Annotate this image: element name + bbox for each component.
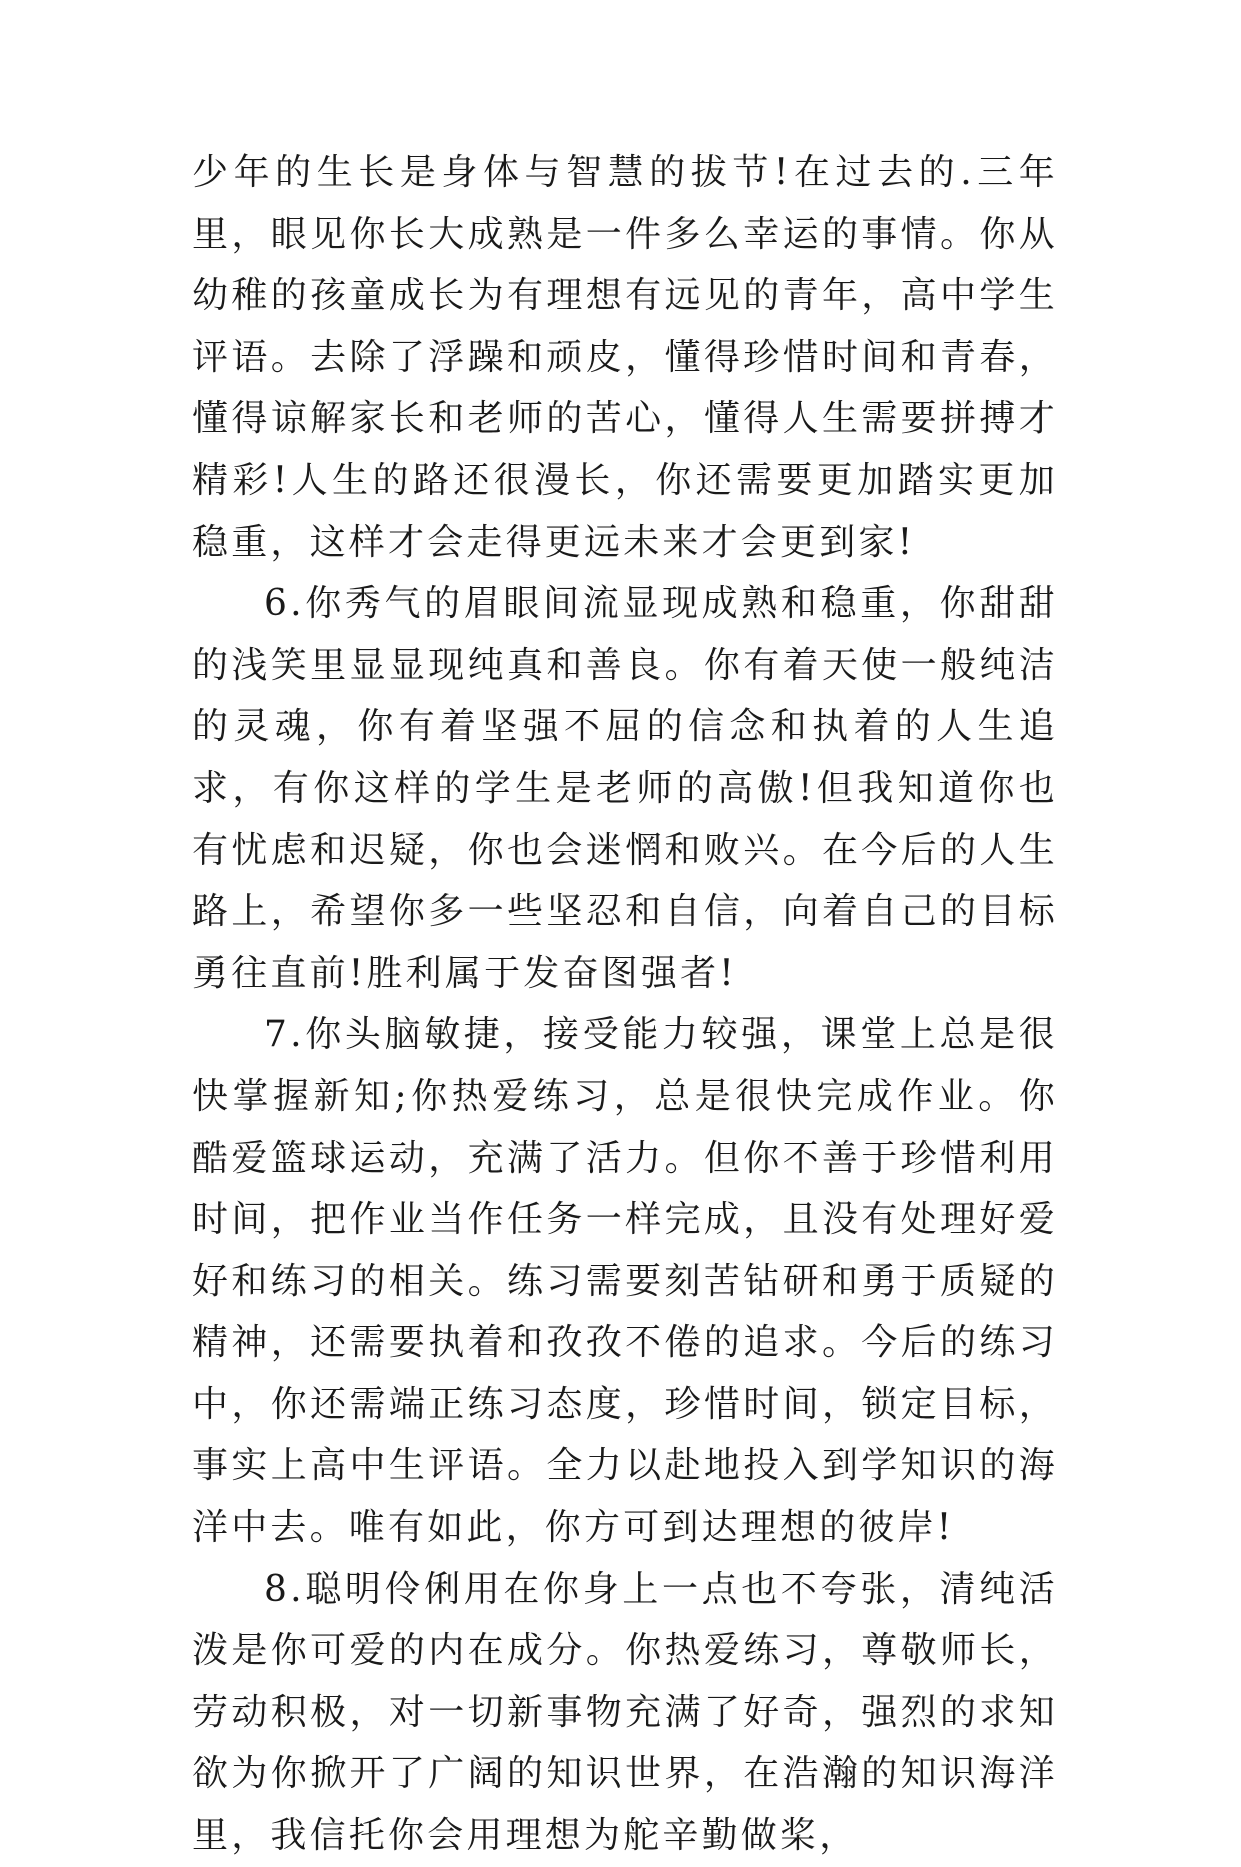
paragraph-continuation: 少年的生长是身体与智慧的拔节!在过去的.三年里，眼见你长大成熟是一件多么幸运的事情。你从幼稚的孩童成长为有理想有远见的青年，高中学生评语。去除了浮躁和顽皮，懂得珍惜时间和青春，懂得谅解家长和老师的苦心，懂得人生需要拼搏才精彩!人生的路还很漫长，你还需要更加踏实更加稳重，这样才会走得更远未来才会更到家! (192, 152, 1058, 563)
paragraph-item-7: 7.你头脑敏捷，接受能力较强，课堂上总是很快掌握新知;你热爱练习，总是很快完成作业。你酷爱篮球运动，充满了活力。但你不善于珍惜利用时间，把作业当作任务一样完成，且没有处理好爱好和练习的相关。练习需要刻苦钻研和勇于质疑的精神，还需要执着和孜孜不倦的追求。今后的练习中，你还需端正练习态度，珍惜时间，锁定目标，事实上高中生评语。全力以赴地投入到学知识的海洋中去。唯有如此，你方可到达理想的彼岸! (192, 1014, 1058, 1549)
document-body (192, 142, 1058, 1867)
paragraph-item-6: 6.你秀气的眉眼间流显现成熟和稳重，你甜甜的浅笑里显显现纯真和善良。你有着天使一般纯洁的灵魂，你有着坚强不屈的信念和执着的人生追求，有你这样的学生是老师的高傲!但我知道你也有忧虑和迟疑，你也会迷惘和败兴。在今后的人生路上，希望你多一些坚忍和自信，向着自己的目标勇往直前!胜利属于发奋图强者! (192, 583, 1058, 994)
paragraph-item-8: 8.聪明伶俐用在你身上一点也不夸张，清纯活泼是你可爱的内在成分。你热爱练习，尊敬师长，劳动积极，对一切新事物充满了好奇，强烈的求知欲为你掀开了广阔的知识世界，在浩瀚的知识海洋里，我信托你会用理想为舵辛勤做桨， (192, 1568, 1058, 1857)
